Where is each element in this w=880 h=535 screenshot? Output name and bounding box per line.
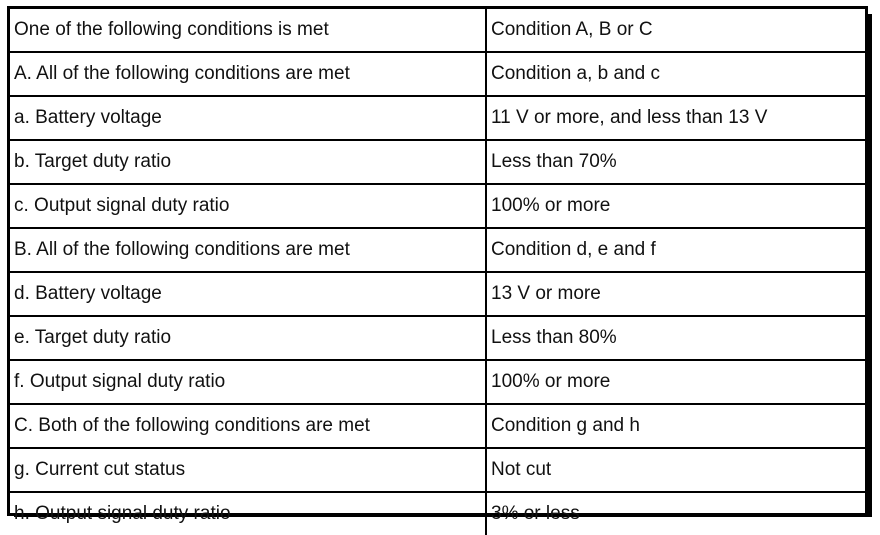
- condition-item-cell: C. Both of the following conditions are met: [10, 404, 486, 448]
- table-row: [10, 9, 865, 52]
- table-row: [10, 448, 865, 492]
- condition-value-cell: 11 V or more, and less than 13 V: [486, 96, 865, 140]
- condition-value-cell: Condition d, e and f: [486, 228, 865, 272]
- table-row: [10, 228, 865, 272]
- condition-item-cell: a. Battery voltage: [10, 96, 486, 140]
- condition-value-cell: Less than 80%: [486, 316, 865, 360]
- condition-item-cell: A. All of the following conditions are met: [10, 52, 486, 96]
- condition-value-cell: Less than 70%: [486, 140, 865, 184]
- condition-item-cell: d. Battery voltage: [10, 272, 486, 316]
- table-row: [10, 316, 865, 360]
- condition-value-cell: 13 V or more: [486, 272, 865, 316]
- condition-value-cell: Condition A, B or C: [486, 9, 865, 52]
- condition-value-cell: 3% or less: [486, 492, 865, 535]
- table-row: [10, 96, 865, 140]
- condition-item-cell: f. Output signal duty ratio: [10, 360, 486, 404]
- condition-value-cell: 100% or more: [486, 360, 865, 404]
- condition-value-cell: Condition g and h: [486, 404, 865, 448]
- table-row: [10, 52, 865, 96]
- table-row: [10, 360, 865, 404]
- table-row: [10, 404, 865, 448]
- table-row: [10, 140, 865, 184]
- condition-item-cell: e. Target duty ratio: [10, 316, 486, 360]
- conditions-table: [10, 9, 865, 535]
- condition-value-cell: Not cut: [486, 448, 865, 492]
- condition-item-cell: B. All of the following conditions are met: [10, 228, 486, 272]
- table-row: [10, 272, 865, 316]
- condition-value-cell: 100% or more: [486, 184, 865, 228]
- condition-item-cell: g. Current cut status: [10, 448, 486, 492]
- condition-item-cell: b. Target duty ratio: [10, 140, 486, 184]
- conditions-table-frame: [7, 6, 868, 524]
- condition-item-cell: One of the following conditions is met: [10, 9, 486, 52]
- condition-item-cell: c. Output signal duty ratio: [10, 184, 486, 228]
- table-row: [10, 492, 865, 535]
- table-row: [10, 184, 865, 228]
- table-shadow-right: [868, 14, 872, 517]
- condition-item-cell: h. Output signal duty ratio: [10, 492, 486, 535]
- condition-value-cell: Condition a, b and c: [486, 52, 865, 96]
